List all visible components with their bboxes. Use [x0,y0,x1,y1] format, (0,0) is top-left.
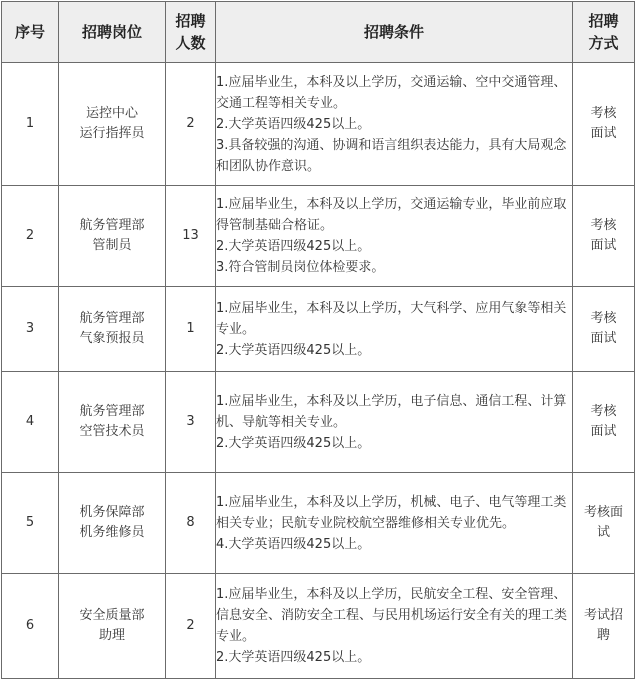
header-method [573,2,635,63]
row-method [573,63,635,186]
table-header [2,2,635,63]
method-line: 试 [596,525,610,540]
requirement-item: 4.大学英语四级425以上。 [216,536,371,552]
requirement-item: 3.具备较强的沟通、协调和语言组织表达能力，具有大局观念和团队协作意识。 [216,137,567,174]
position-dept: 机务保障部 [79,505,145,520]
row-method [573,287,635,372]
row-requirements [216,574,573,679]
requirement-item: 1.应届毕业生，本科及以上学历，交通运输专业，毕业前应取得管制基础合格证。 [216,197,567,233]
position-dept: 航务管理部 [79,404,145,419]
requirement-item: 1.应届毕业生，本科及以上学历，机械、电子、电气等理工类相关专业；民航专业院校航空器维修相关专业优先。 [216,494,567,531]
position-title: 助理 [98,628,125,643]
requirement-item: 2.大学英语四级425以上。 [216,239,371,254]
method-line: 面试 [590,331,617,346]
position-title: 机务维修员 [79,525,145,540]
requirement-item: 2.大学英语四级425以上。 [216,116,371,132]
position-dept: 运控中心 [85,106,138,121]
row-position [59,372,166,473]
requirement-item: 1.应届毕业生，本科及以上学历，交通运输、空中交通管理、交通工程等相关专业。 [216,74,567,111]
row-requirements [216,473,573,574]
header-method-line2: 方式 [588,34,619,52]
row-method [573,473,635,574]
requirement-item: 2.大学英语四级425以上。 [216,650,371,665]
row-requirements [216,372,573,473]
position-dept: 航务管理部 [79,311,145,326]
header-position: 招聘岗位 [59,2,166,63]
requirement-item: 1.应届毕业生，本科及以上学历，民航安全工程、安全管理、信息安全、消防安全工程、与民用机场运行安全有关的理工类专业。 [216,587,568,644]
table-row [2,473,635,574]
row-count: 3 [166,372,216,473]
requirement-item: 2.大学英语四级425以上。 [216,342,371,358]
requirement-item: 2.大学英语四级425以上。 [216,435,371,451]
table-row [2,186,635,287]
row-num: 5 [2,473,59,574]
header-count-line2: 人数 [175,34,206,52]
row-position [59,63,166,186]
row-method [573,372,635,473]
row-num: 1 [2,63,59,186]
position-dept: 航务管理部 [79,218,145,233]
row-position [59,186,166,287]
method-line: 面试 [590,424,617,439]
header-num: 序号 [2,2,59,63]
row-position [59,287,166,372]
row-num: 4 [2,372,59,473]
row-num: 2 [2,186,59,287]
position-title: 运行指挥员 [79,126,145,141]
row-count: 1 [166,287,216,372]
method-line: 考核 [590,106,617,121]
row-num: 3 [2,287,59,372]
row-method [573,186,635,287]
row-num: 6 [2,574,59,679]
row-count: 2 [166,574,216,679]
row-count: 13 [166,186,216,287]
requirement-item: 1.应届毕业生，本科及以上学历，大气科学、应用气象等相关专业。 [216,300,567,337]
table-row [2,574,635,679]
row-position [59,473,166,574]
table-row [2,372,635,473]
requirement-item: 3.符合管制员岗位体检要求。 [216,260,385,275]
row-requirements [216,186,573,287]
header-method-line1: 招聘 [588,12,619,30]
row-count: 8 [166,473,216,574]
method-line: 面试 [590,238,617,253]
table-row [2,63,635,186]
row-position [59,574,166,679]
method-line: 考核 [590,218,617,233]
table-body [2,63,635,679]
method-line: 考试招 [583,608,623,623]
row-requirements [216,287,573,372]
row-method [573,574,635,679]
method-line: 考核 [590,404,617,419]
header-requirements: 招聘条件 [216,2,573,63]
row-count: 2 [166,63,216,186]
recruitment-table [1,1,635,679]
method-line: 考核面 [583,505,623,520]
position-dept: 安全质量部 [79,608,145,623]
header-count [166,2,216,63]
header-row [2,2,635,63]
table-row [2,287,635,372]
method-line: 面试 [590,126,617,141]
row-requirements [216,63,573,186]
method-line: 聘 [596,628,610,643]
header-count-line1: 招聘 [175,12,206,30]
method-line: 考核 [590,311,617,326]
position-title: 空管技术员 [79,424,145,439]
position-title: 管制员 [92,238,132,253]
position-title: 气象预报员 [79,331,145,346]
requirement-item: 1.应届毕业生，本科及以上学历，电子信息、通信工程、计算机、导航等相关专业。 [216,393,567,430]
